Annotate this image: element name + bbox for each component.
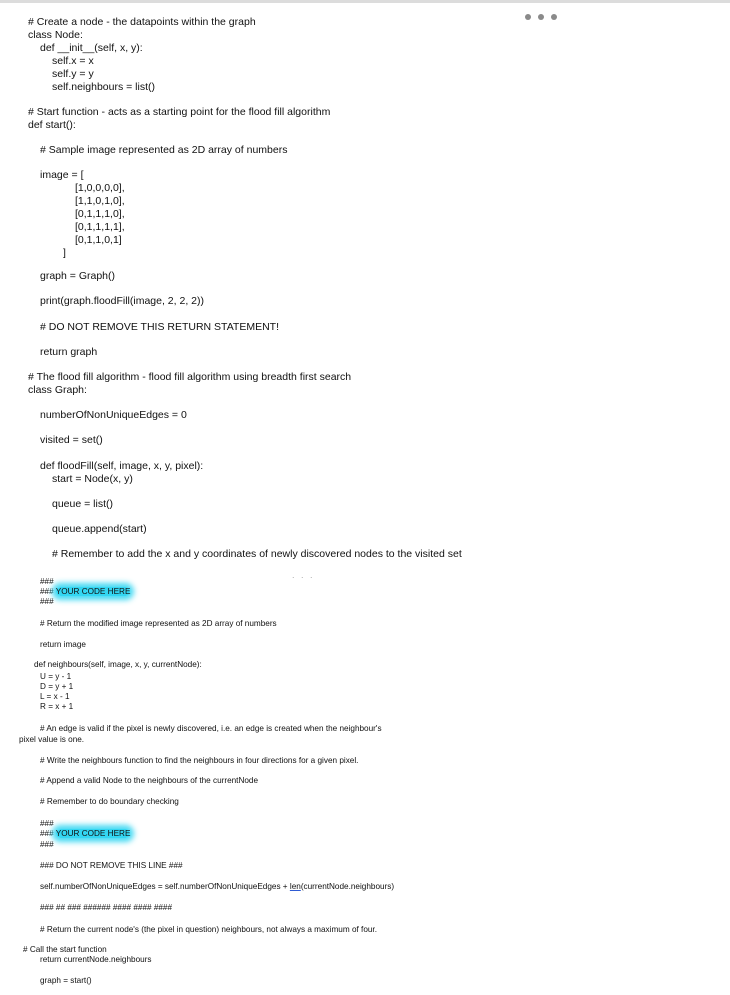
code-line: # Create a node - the datapoints within the graph: [28, 16, 256, 28]
code-line: [1,1,0,1,0],: [75, 195, 125, 207]
code-line: [40, 588, 130, 596]
more-horizontal-icon: [525, 14, 531, 20]
code-line: return image: [40, 640, 86, 649]
code-line: def start():: [28, 119, 76, 131]
code-line: [0,1,1,1,0],: [75, 208, 125, 220]
code-comment-prefix: ###: [40, 829, 56, 838]
code-line: ###: [40, 597, 54, 606]
code-line: # DO NOT REMOVE THIS RETURN STATEMENT!: [40, 321, 279, 333]
code-line: # Append a valid Node to the neighbours of the currentNode: [40, 776, 259, 785]
more-horizontal-icon-dot: [538, 14, 544, 20]
code-line: # An edge is valid if the pixel is newly discovered, i.e. an edge is created when the neighbour's: [40, 724, 382, 733]
more-options-button[interactable]: [525, 12, 557, 22]
code-line: def neighbours(self, image, x, y, currentNode):: [34, 660, 202, 669]
code-line: ###: [40, 819, 54, 828]
code-text: (currentNode.neighbours): [300, 882, 395, 891]
code-line: D = y + 1: [40, 682, 74, 691]
code-line: [1,0,0,0,0],: [75, 182, 125, 194]
code-line: queue.append(start): [52, 523, 147, 535]
code-line: print(graph.floodFill(image, 2, 2, 2)): [40, 295, 204, 307]
code-text: self.numberOfNonUniqueEdges = self.numberOfNonUniqueEdges +: [40, 882, 290, 891]
code-line: graph = Graph(): [40, 270, 115, 282]
code-line: ]: [63, 247, 66, 259]
code-line: [0,1,1,1,1],: [75, 221, 125, 233]
code-line: ###: [40, 577, 54, 586]
code-line: [40, 830, 130, 838]
code-line: ### ## ### ###### #### #### ####: [40, 903, 173, 912]
top-border: [0, 0, 730, 3]
underlined-len: len: [289, 882, 301, 891]
code-line: R = x + 1: [40, 702, 74, 711]
code-line: def __init__(self, x, y):: [40, 42, 143, 54]
code-line: return graph: [40, 346, 98, 358]
code-comment-prefix: ###: [40, 587, 56, 596]
highlighted-placeholder: YOUR CODE HERE: [55, 587, 131, 596]
more-horizontal-icon-dot: [551, 14, 557, 20]
code-line: def floodFill(self, image, x, y, pixel):: [40, 460, 204, 472]
code-line: numberOfNonUniqueEdges = 0: [40, 409, 187, 421]
code-line: # Return the modified image represented as 2D array of numbers: [40, 619, 277, 628]
code-line: graph = start(): [40, 976, 92, 985]
ellipsis-marker: . . .: [292, 570, 315, 580]
code-line: visited = set(): [40, 434, 103, 446]
code-line: # Remember to add the x and y coordinates of newly discovered nodes to the visited set: [52, 548, 462, 560]
code-line: image = [: [40, 169, 84, 181]
code-line: return currentNode.neighbours: [40, 955, 152, 964]
code-line: pixel value is one.: [19, 735, 85, 744]
code-line: self.x = x: [52, 55, 94, 67]
code-line: class Node:: [28, 29, 83, 41]
code-line: [40, 883, 394, 891]
code-line: # Remember to do boundary checking: [40, 797, 179, 806]
code-line: # Write the neighbours function to find the neighbours in four directions for a given pixel.: [40, 756, 359, 765]
code-line: U = y - 1: [40, 672, 72, 681]
code-line: # Call the start function: [23, 945, 107, 954]
code-line: start = Node(x, y): [52, 473, 133, 485]
code-line: self.neighbours = list(): [52, 81, 156, 93]
code-line: ### DO NOT REMOVE THIS LINE ###: [40, 861, 183, 870]
code-line: # The flood fill algorithm - flood fill algorithm using breadth first search: [28, 371, 352, 383]
code-line: # Start function - acts as a starting point for the flood fill algorithm: [28, 106, 331, 118]
code-line: # Return the current node's (the pixel in question) neighbours, not always a maximum of four.: [40, 925, 377, 934]
code-line: ###: [40, 840, 54, 849]
code-line: L = x - 1: [40, 692, 70, 701]
code-line: class Graph:: [28, 384, 87, 396]
code-line: queue = list(): [52, 498, 113, 510]
code-line: [0,1,1,0,1]: [75, 234, 122, 246]
code-line: self.y = y: [52, 68, 94, 80]
highlighted-placeholder: YOUR CODE HERE: [55, 829, 131, 838]
code-line: # Sample image represented as 2D array of numbers: [40, 144, 288, 156]
